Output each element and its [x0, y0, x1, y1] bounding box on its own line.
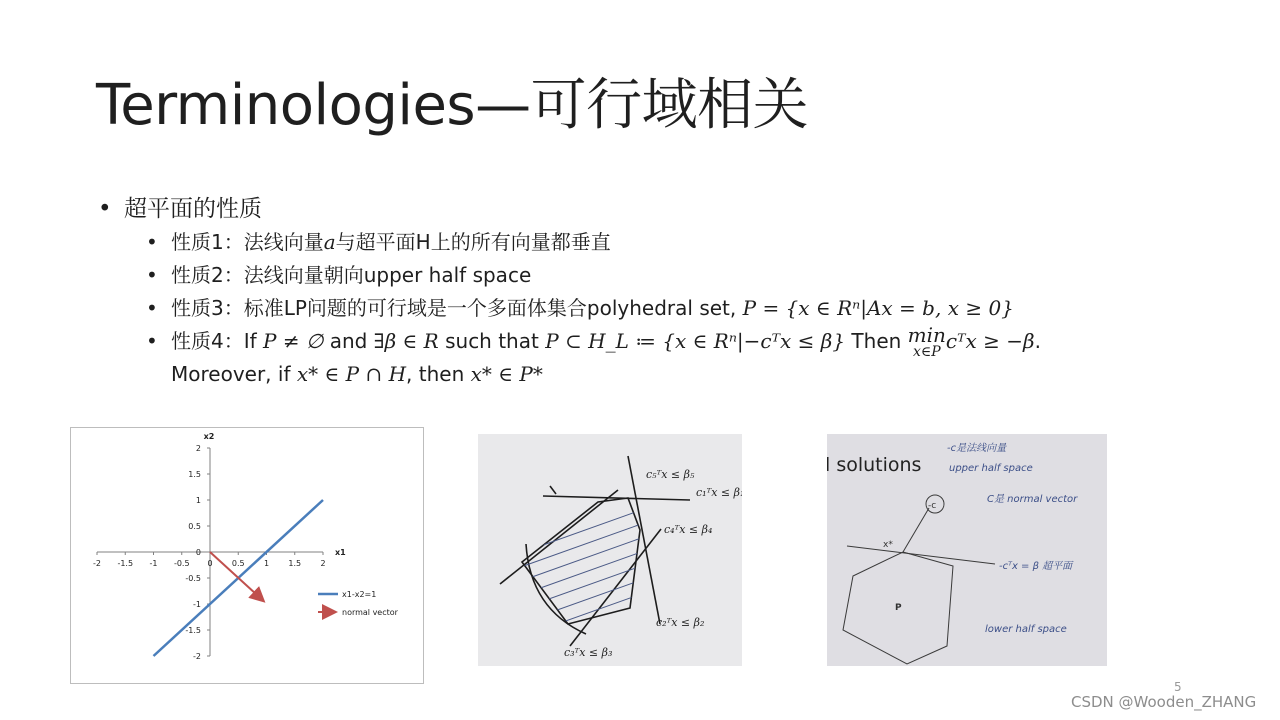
polyhedron-sketch-svg — [478, 434, 742, 666]
property-text: , then — [406, 362, 471, 386]
minus-c-label: -c — [928, 501, 937, 511]
x-tick-label: 2 — [320, 559, 326, 568]
property-text: 标准LP问题的可行域是一个多面体集合polyhedral set, — [243, 296, 743, 320]
property-4-continuation — [171, 359, 1248, 389]
math-min-bound: cᵀx ≥ −β — [945, 329, 1035, 353]
math-p-nonempty: P ≠ ∅ — [263, 329, 324, 353]
x-tick-label: -1.5 — [117, 559, 134, 568]
bullet-dot-icon: • — [146, 263, 158, 287]
hyperplane-line — [847, 546, 995, 564]
note-upper: upper half space — [949, 463, 1033, 474]
polyhedron-hatching — [518, 504, 658, 652]
constraint-line-2 — [628, 456, 660, 624]
x-tick-label: 0 — [207, 559, 213, 568]
printed-heading: l solutions — [827, 454, 922, 476]
property-label: 性质3： — [171, 296, 244, 320]
chart-layer — [93, 432, 399, 661]
slide-title: Terminologies—可行域相关 — [96, 73, 809, 138]
min-word: min — [907, 323, 946, 347]
y-tick-label: -2 — [193, 652, 201, 661]
note-lower: lower half space — [985, 624, 1067, 635]
bullet-main-text: 超平面的性质 — [124, 196, 262, 222]
hyperplane-chart-svg — [71, 428, 423, 683]
y-axis-label: x2 — [203, 432, 215, 441]
property-label: 性质2： — [171, 263, 244, 287]
y-tick-label: -1 — [193, 600, 201, 609]
label-c3: c₃ᵀx ≤ β₃ — [564, 646, 613, 659]
property-text: Moreover, if — [171, 362, 297, 386]
watermark: CSDN @Wooden_ZHANG — [1071, 693, 1257, 711]
x-axis-label: x1 — [335, 548, 346, 557]
math-xstar-optimal: x* ∈ P* — [470, 362, 543, 386]
normal-vector-sketch — [827, 434, 1107, 666]
bullet-dot-icon: • — [146, 329, 158, 353]
xstar-label: x* — [883, 540, 893, 550]
normal-arrow — [903, 508, 929, 552]
note-hyperplane: -cᵀx = β 超平面 — [999, 561, 1073, 572]
math-a: a — [323, 230, 336, 254]
p-label: P — [895, 603, 902, 613]
property-text: If — [243, 329, 264, 353]
bullet-dot-icon: • — [146, 296, 158, 320]
y-tick-label: 2 — [195, 444, 201, 453]
property-text: 与超平面H上的所有向量都垂直 — [335, 230, 611, 254]
label-c5: c₅ᵀx ≤ β₅ — [646, 468, 695, 481]
y-tick-label: 1.5 — [188, 470, 201, 479]
label-c1: c₁ᵀx ≤ β₁ — [696, 486, 742, 499]
math-exists-beta: ∃β ∈ R — [373, 329, 439, 353]
y-tick-label: 0.5 — [188, 522, 201, 531]
x-tick-label: 1 — [263, 559, 270, 568]
bullet-hyperplane-properties — [98, 192, 1248, 226]
y-tick-label: 0 — [195, 548, 201, 557]
bullet-dot-icon: • — [146, 230, 158, 254]
y-tick-label: -0.5 — [185, 574, 201, 583]
hyperplane-chart — [70, 427, 424, 684]
polyhedron-sketch — [478, 434, 742, 666]
normal-vector-sketch-svg — [827, 434, 1107, 666]
x-tick-label: -0.5 — [173, 559, 190, 568]
math-polyhedral-set: P = {x ∈ Rⁿ|Ax = b, x ≥ 0} — [742, 296, 1014, 320]
x-tick-label: -1 — [149, 559, 158, 568]
property-text: 法线向量朝向upper half space — [243, 263, 532, 287]
property-1 — [146, 226, 1248, 259]
constraint-line-3 — [500, 490, 618, 584]
legend-label: normal vector — [342, 608, 398, 617]
page-number: 5 — [1174, 680, 1182, 694]
property-2 — [146, 259, 1248, 292]
property-text: . — [1034, 329, 1041, 353]
math-xstar-intersection: x* ∈ P ∩ H — [296, 362, 407, 386]
property-label: 性质1： — [171, 230, 244, 254]
math-halfspace: P ⊂ H_L ≔ {x ∈ Rⁿ|−cᵀx ≤ β} — [545, 329, 846, 353]
label-c4: c₄ᵀx ≤ β₄ — [664, 523, 713, 536]
constraint-line-4 — [570, 529, 661, 646]
property-text: such that — [438, 329, 546, 353]
property-text: Then — [845, 329, 908, 353]
y-tick-label: 1 — [195, 496, 201, 505]
property-text: and — [323, 329, 374, 353]
math-min-operator — [908, 325, 946, 359]
y-tick-label: -1.5 — [185, 626, 201, 635]
note-c-normal: C是 normal vector — [987, 494, 1078, 505]
note-minus-c: -c是法线向量 — [947, 443, 1007, 454]
property-4 — [146, 325, 1248, 359]
label-c2: c₂ᵀx ≤ β₂ — [656, 616, 705, 629]
min-subscript: x∈P — [912, 344, 941, 360]
property-label: 性质4： — [171, 329, 244, 353]
property-text: 法线向量 — [243, 230, 324, 254]
x-tick-label: 0.5 — [231, 559, 245, 568]
bullet-list — [98, 192, 1248, 389]
property-3 — [146, 292, 1248, 325]
bullet-dot-icon: • — [98, 196, 112, 222]
tick-mark — [550, 486, 556, 494]
x-tick-label: -2 — [93, 559, 101, 568]
x-tick-label: 1.5 — [288, 559, 302, 568]
legend-label: x1-x2=1 — [342, 590, 377, 599]
